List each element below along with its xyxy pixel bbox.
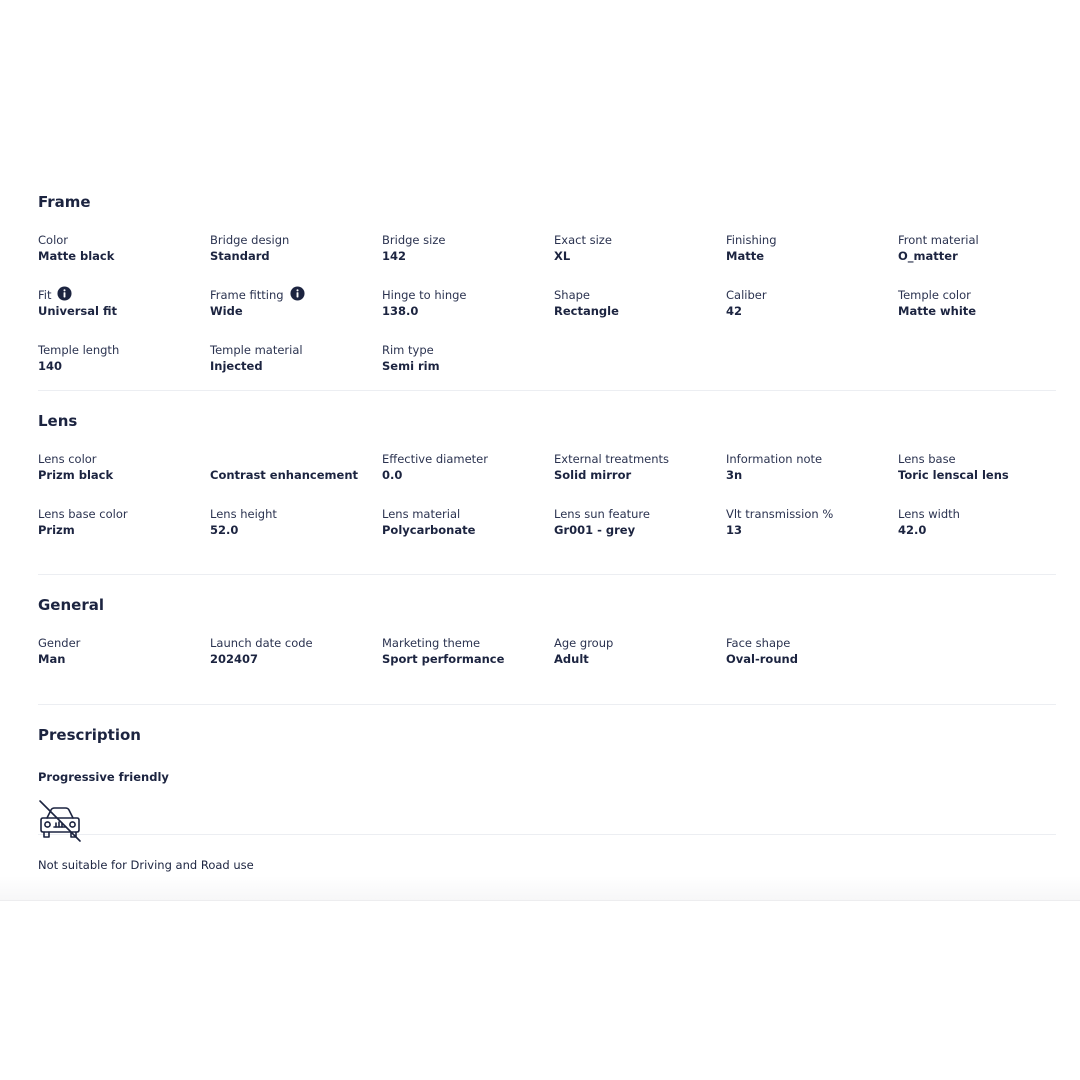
field-label-text: Information note [726,452,823,466]
field-label-text: Marketing theme [382,636,481,650]
field-value: 42 [726,304,743,318]
field-label [210,232,382,248]
field-value: 3n [726,468,743,482]
field-value: O_matter [898,249,958,263]
field-label-text: Vlt transmission % [726,507,834,521]
field-value: Rectangle [554,304,619,318]
field-value: Standard [210,249,270,263]
field-value: 138.0 [382,304,419,318]
field-value: Oval-round [726,652,798,666]
specifications-panel [38,190,1056,835]
lens-field-lens-base-color [38,506,210,561]
frame-fields-grid [38,232,1056,397]
lens-field-effective-diameter [382,451,554,506]
field-label [898,506,1070,522]
field-label [554,287,726,303]
field-value: Gr001 - grey [554,523,636,537]
field-value: Man [38,652,66,666]
field-label [554,451,726,467]
field-label [38,287,210,303]
general-field-launch-date-code [210,635,382,690]
lens-field-lens-width [898,506,1070,561]
field-label [210,451,382,467]
frame-field-temple-material [210,342,382,397]
general-section [38,593,1056,705]
field-label [554,506,726,522]
frame-field-frame-fitting [210,287,382,342]
field-label [382,506,554,522]
general-fields-grid [38,635,1056,690]
field-label [554,635,726,651]
field-label-text: Effective diameter [382,452,488,466]
field-value: 140 [38,359,63,373]
field-label-text: Lens sun feature [554,507,650,521]
field-label [382,232,554,248]
field-value: Matte black [38,249,115,263]
field-value: 42.0 [898,523,927,537]
field-value: 13 [726,523,743,537]
field-value: Polycarbonate [382,523,476,537]
frame-section [38,190,1056,391]
field-label [38,506,210,522]
lens-fields-grid [38,451,1056,561]
general-field-age-group [554,635,726,690]
lens-field-lens-base [898,451,1070,506]
field-label-text: Lens width [898,507,960,521]
field-value: 202407 [210,652,259,666]
field-label-text: Hinge to hinge [382,288,467,302]
field-label-text: Rim type [382,343,434,357]
lens-section [38,409,1056,575]
driving-warning-text: Not suitable for Driving and Road use [38,858,254,872]
driving-warning [38,799,254,872]
field-label [898,451,1070,467]
field-value: Injected [210,359,263,373]
frame-field-fit [38,287,210,342]
field-value: Prizm black [38,468,114,482]
field-label-text: Lens height [210,507,277,521]
field-label [382,287,554,303]
field-label [210,342,382,358]
field-label-text: Lens material [382,507,461,521]
field-label-text: Finishing [726,233,777,247]
field-value: Semi rim [382,359,440,373]
lens-field-contrast-enhancement [210,451,382,506]
frame-field-exact-size [554,232,726,287]
prescription-section-title: Prescription [38,726,141,744]
field-value: Toric lenscal lens [898,468,1009,482]
field-label-text: Bridge design [210,233,290,247]
lens-field-lens-height [210,506,382,561]
field-value: Sport performance [382,652,505,666]
frame-field-shape [554,287,726,342]
frame-field-hinge-to-hinge [382,287,554,342]
frame-field-temple-length [38,342,210,397]
field-value: Solid mirror [554,468,632,482]
general-section-title: General [38,596,104,614]
lens-section-title: Lens [38,412,78,430]
field-label [554,232,726,248]
no-driving-car-icon [38,799,82,843]
field-value: Universal fit [38,304,118,318]
field-label-text: Bridge size [382,233,446,247]
field-value: XL [554,249,571,263]
lens-field-lens-material [382,506,554,561]
frame-field-front-material [898,232,1070,287]
field-label-text: Temple material [210,343,303,357]
field-value: Adult [554,652,589,666]
field-label-text: Caliber [726,288,767,302]
field-label [382,451,554,467]
field-label-text: Fit [38,288,52,302]
info-icon[interactable] [290,286,305,301]
general-field-gender [38,635,210,690]
field-label-text: Temple color [898,288,971,302]
field-label-text: Lens base color [38,507,128,521]
field-label [726,232,898,248]
field-value: 52.0 [210,523,239,537]
field-value: Wide [210,304,243,318]
field-value: Prizm [38,523,75,537]
field-value: Matte [726,249,764,263]
field-value: 0.0 [382,468,403,482]
lens-field-vlt-transmission-percent [726,506,898,561]
field-label [898,287,1070,303]
field-label [210,635,382,651]
field-label [210,506,382,522]
frame-field-bridge-design [210,232,382,287]
field-label-text: Lens base [898,452,956,466]
field-label-text: Shape [554,288,591,302]
frame-field-finishing [726,232,898,287]
field-label [726,506,898,522]
frame-field-rim-type [382,342,554,397]
frame-field-caliber [726,287,898,342]
lens-field-lens-sun-feature [554,506,726,561]
field-value: Contrast enhancement [210,468,359,482]
field-label-text: Launch date code [210,636,313,650]
field-label [38,451,210,467]
field-label [38,635,210,651]
frame-section-title: Frame [38,193,91,211]
field-label [726,287,898,303]
field-label-text: Lens color [38,452,97,466]
field-label [382,635,554,651]
general-field-marketing-theme [382,635,554,690]
field-label [210,287,382,303]
lens-field-external-treatments [554,451,726,506]
lens-field-information-note [726,451,898,506]
general-field-face-shape [726,635,898,690]
field-label-text: Age group [554,636,614,650]
field-label-text: Color [38,233,69,247]
field-label-text: Exact size [554,233,612,247]
frame-field-temple-color [898,287,1070,342]
frame-field-bridge-size [382,232,554,287]
field-label [38,232,210,248]
prescription-value: Progressive friendly [38,770,169,784]
info-icon[interactable] [57,286,72,301]
field-label [898,232,1070,248]
field-label-text: Frame fitting [210,288,284,302]
field-label [382,342,554,358]
panel-bottom-edge [0,876,1080,901]
field-value: 142 [382,249,407,263]
field-label [726,451,898,467]
field-label-text: Gender [38,636,81,650]
field-label [726,635,898,651]
field-value: Matte white [898,304,977,318]
field-label-text: Face shape [726,636,791,650]
lens-field-lens-color [38,451,210,506]
field-label-text: External treatments [554,452,670,466]
field-label-text: Front material [898,233,979,247]
field-label [38,342,210,358]
field-label-text: Temple length [38,343,120,357]
frame-field-color [38,232,210,287]
